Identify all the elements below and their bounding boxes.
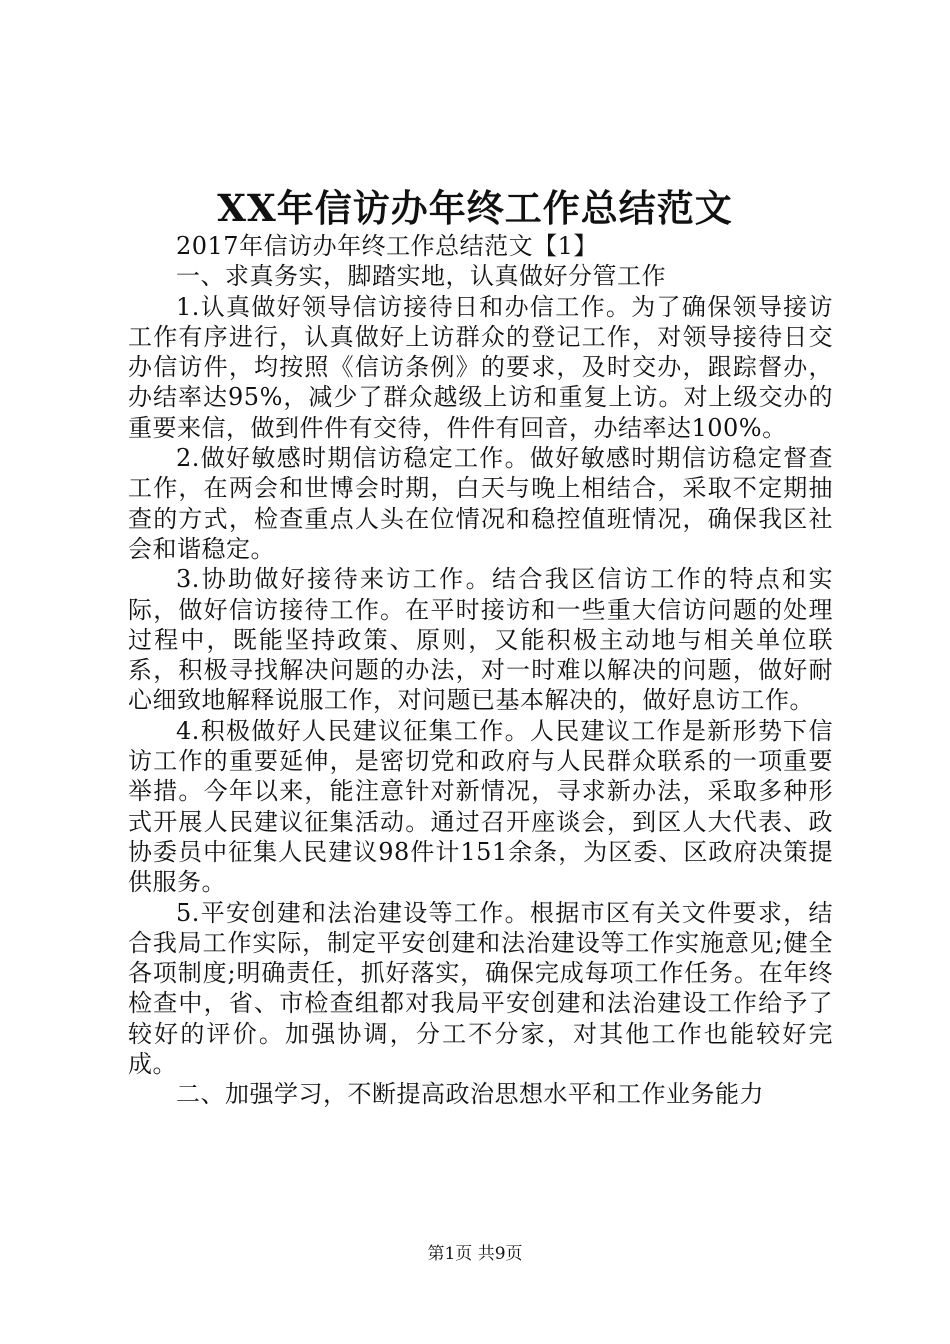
paragraph-item-5: 5.平安创建和法治建设等工作。根据市区有关文件要求，结合我局工作实际，制定平安创建和法治建设等工作实施意见;健全各项制度;明确责任，抓好落实，确保完成每项工作任务。在年终检查中，省、市检查组都对我局平安创建和法治建设工作给予了较好的评价。加强协调，分工不分家，对其他工作也能较好完成。 bbox=[128, 898, 833, 1079]
paragraph-item-3: 3.协助做好接待来访工作。结合我区信访工作的特点和实际，做好信访接待工作。在平时接访和一些重大信访问题的处理过程中，既能坚持政策、原则，又能积极主动地与相关单位联系，积极寻找解决问题的办法，对一时难以解决的问题，做好耐心细致地解释说服工作，对问题已基本解决的，做好息访工作。 bbox=[128, 565, 833, 715]
document-title: XX年信访办年终工作总结范文 bbox=[217, 186, 733, 230]
document-body bbox=[128, 231, 833, 1110]
page-number-footer: 第1页 共9页 bbox=[427, 1244, 523, 1264]
paragraph-item-1: 1.认真做好领导信访接待日和办信工作。为了确保领导接访工作有序进行，认真做好上访群众的登记工作，对领导接待日交办信访件，均按照《信访条例》的要求，及时交办，跟踪督办，办结率达95%，减少了群众越级上访和重复上访。对上级交办的重要来信，做到件件有交待，件件有回音，办结率达100%。 bbox=[128, 292, 833, 442]
paragraph-item-4: 4.积极做好人民建议征集工作。人民建议工作是新形势下信访工作的重要延伸，是密切党和政府与人民群众联系的一项重要举措。今年以来，能注意针对新情况，寻求新办法，采取多种形式开展人民建议征集活动。通过召开座谈会，到区人大代表、政协委员中征集人民建议98件计151余条，为区委、区政府决策提供服务。 bbox=[128, 716, 833, 897]
section-heading-1: 一、求真务实，脚踏实地，认真做好分管工作 bbox=[176, 262, 666, 291]
section-heading-2: 二、加强学习，不断提高政治思想水平和工作业务能力 bbox=[176, 1080, 764, 1109]
subtitle-paragraph: 2017年信访办年终工作总结范文【1】 bbox=[176, 232, 598, 260]
paragraph-item-2: 2.做好敏感时期信访稳定工作。做好敏感时期信访稳定督查工作，在两会和世博会时期，白天与晚上相结合，采取不定期抽查的方式，检查重点人头在位情况和稳控值班情况，确保我区社会和谐稳定。 bbox=[128, 444, 833, 563]
